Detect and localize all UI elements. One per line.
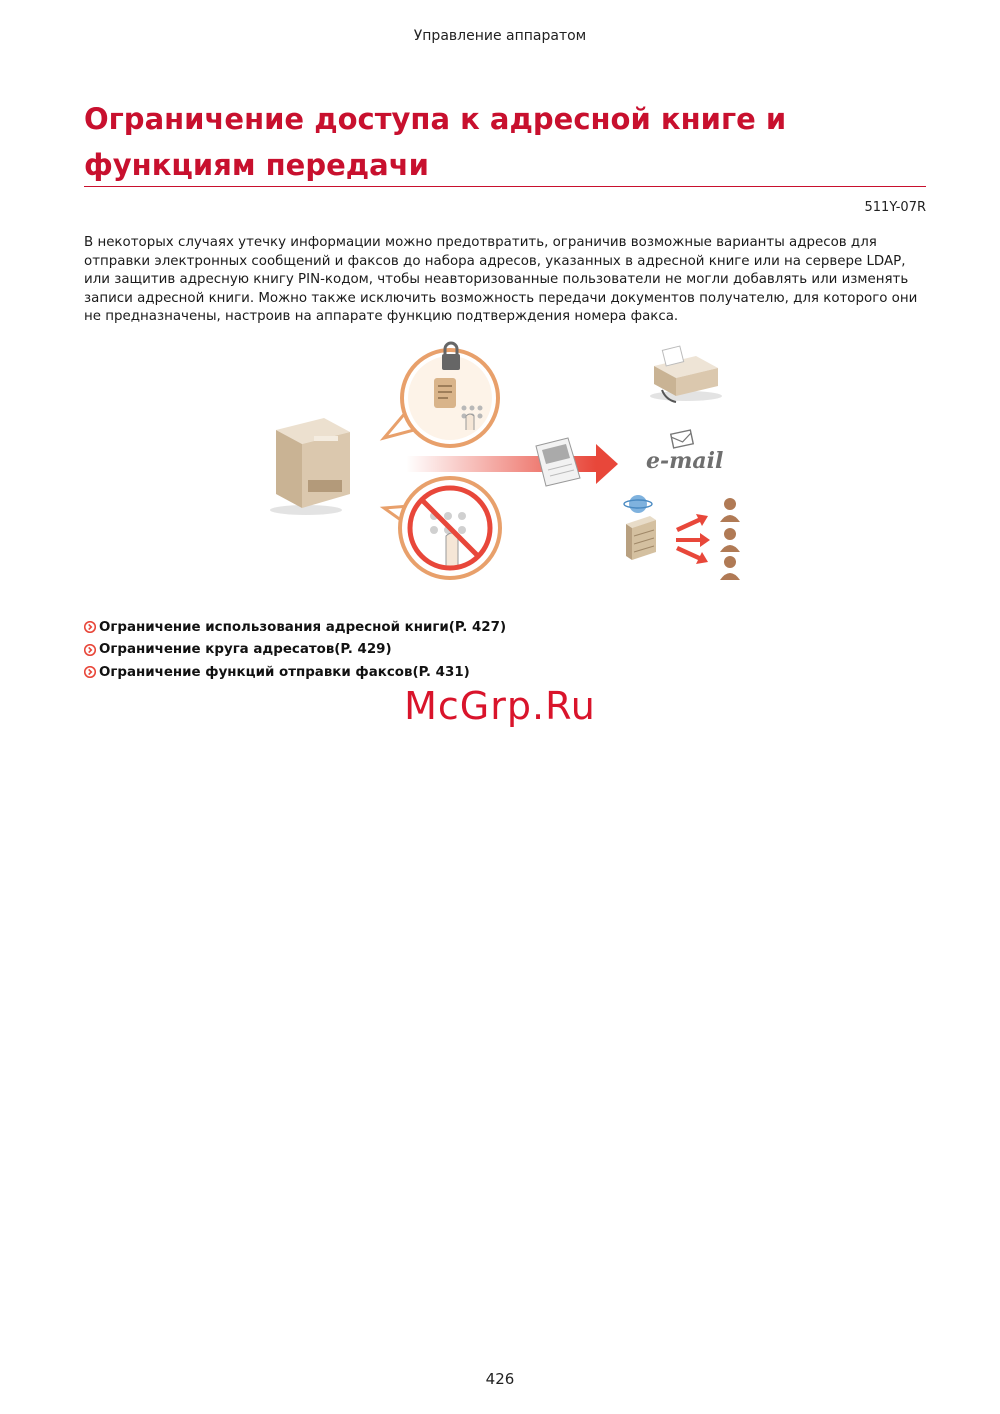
user-icon [720,556,740,580]
fax-machine-icon [650,346,722,402]
email-label: e-mail [646,448,724,474]
document-icon [536,438,580,486]
chevron-right-circle-icon [84,644,96,656]
page-title: Ограничение доступа к адресной книге и функциям передачи [84,102,787,182]
email-icon [646,430,723,474]
document-code: 511Y-07R [864,200,926,215]
recipient-arrows [676,514,710,564]
lock-icon [442,343,460,370]
chevron-right-circle-icon [84,621,96,633]
link-item[interactable] [84,639,506,662]
chevron-right-circle-icon [84,666,96,678]
link-label[interactable]: Ограничение использования адресной книги(P. 427) [99,619,507,635]
related-links [84,616,506,684]
link-label[interactable]: Ограничение функций отправки факсов(P. 431) [99,664,470,680]
user-icon [720,528,740,552]
link-label[interactable]: Ограничение круга адресатов(P. 429) [99,642,392,658]
intro-paragraph: В некоторых случаях утечку информации можно предотвратить, ограничив возможные варианты адресов для отправки электронных сообщений и факсов до набора адресов, указанных в адресной книге или на сервере LDAP, или защитив адресную книгу PIN-кодом, чтобы неавторизованные пользователи не могли добавлять или изменять записи адресной книги. Можно также исключить возможность передачи документов получателю, для которого они не предназначены, настроив на аппарате функцию подтверждения номера факса. [84,235,918,324]
user-icon [720,498,740,522]
printer-device-icon [270,418,350,515]
running-header: Управление аппаратом [413,28,587,44]
address-restriction-illustration [266,338,756,586]
address-book-lock-bubble [384,350,498,446]
page-number: 426 [485,1370,515,1388]
title-divider [84,186,926,187]
manual-input-forbidden-bubble [384,478,500,578]
link-item[interactable] [84,616,506,639]
watermark: McGrp.Ru [404,684,596,728]
link-item[interactable] [84,661,506,684]
ldap-server-icon [624,495,656,560]
